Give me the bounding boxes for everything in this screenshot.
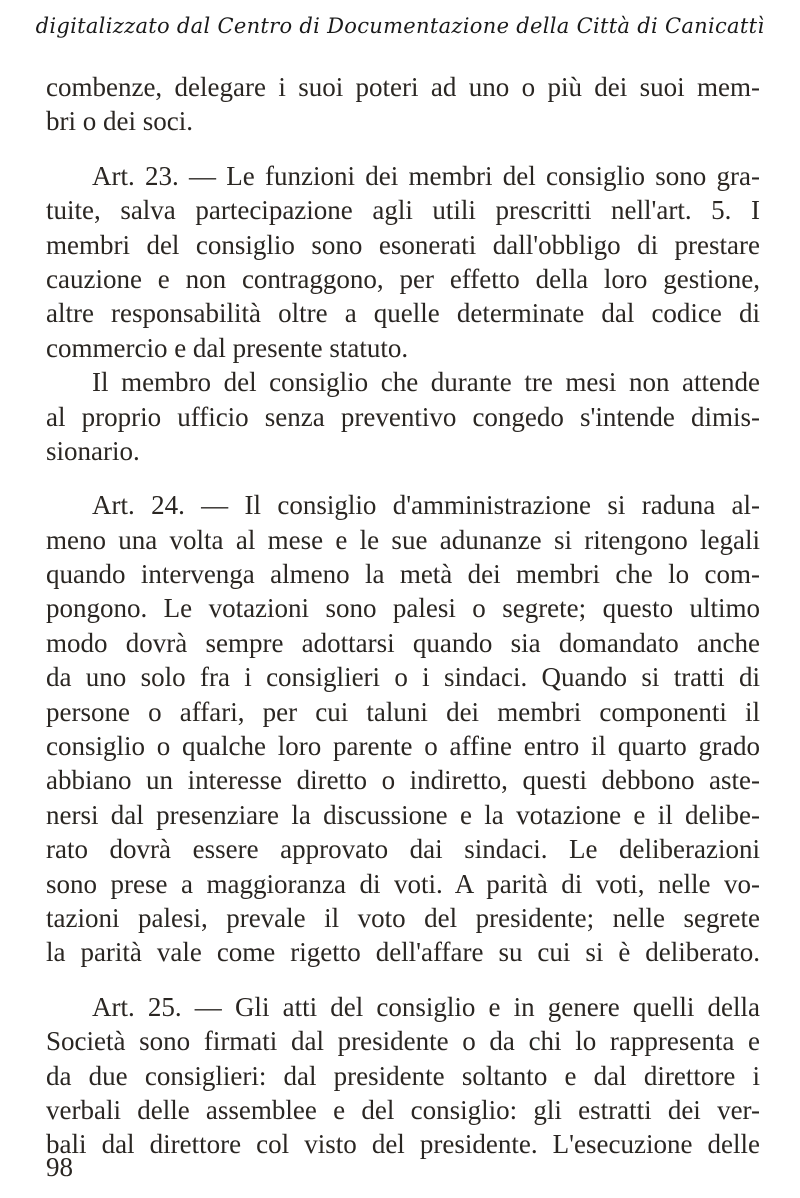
text-line: sono prese a maggioranza di voti. A parità di voti, nelle vo- [46, 868, 760, 899]
text-line: meno una volta al mese e le sue adunanze si ritengono legali [46, 524, 760, 555]
page-number: 98 [46, 1152, 73, 1182]
paragraph-art-23 [46, 159, 760, 365]
text-line: rato dovrà essere approvato dai sindaci. Le deliberazioni [46, 834, 760, 865]
text-line: nersi dal presenziare la discussione e la votazione e il delibe- [46, 799, 760, 830]
text-line: altre responsabilità oltre a quelle determinate dal codice di [46, 298, 760, 329]
text-line: Art. 24. — Il consiglio d'amministrazione si raduna al- [92, 490, 760, 521]
text-line: combenze, delegare i suoi poteri ad uno o più dei suoi mem- [46, 72, 760, 102]
text-line: la parità vale come rigetto dell'affare su cui si è deliberato. [46, 937, 760, 968]
text-line: sionario. [46, 435, 140, 466]
text-line: modo dovrà sempre adottarsi quando sia domandato anche [46, 627, 760, 658]
text-line: Art. 25. — Gli atti del consiglio e in genere quelli della [92, 991, 760, 1022]
text-line: commercio e dal presente statuto. [46, 332, 409, 363]
page-body [46, 70, 760, 1162]
text-line: Art. 23. — Le funzioni dei membri del consiglio sono gra- [92, 160, 760, 191]
paragraph-art-25 [46, 990, 760, 1162]
text-line: al proprio ufficio senza preventivo congedo s'intende dimis- [46, 401, 760, 432]
text-line: verbali delle assemblee e del consiglio: gli estratti dei ver- [46, 1094, 760, 1125]
paragraph-art-24 [46, 488, 760, 969]
text-line: Il membro del consiglio che durante tre mesi non attende [92, 367, 760, 398]
text-line: abbiano un interesse diretto o indiretto, questi debbono aste- [46, 765, 760, 796]
text-line: tuite, salva partecipazione agli utili prescritti nell'art. 5. I [46, 195, 760, 226]
text-line: quando intervenga almeno la metà dei membri che lo com- [46, 559, 760, 590]
paragraph-art-23-second [46, 365, 760, 468]
text-line: tazioni palesi, prevale il voto del presidente; nelle segrete [46, 902, 760, 933]
text-line: bri o dei soci. [46, 106, 193, 137]
paragraph-continuation [46, 70, 760, 139]
text-line: cauzione e non contraggono, per effetto della loro gestione, [46, 263, 760, 294]
text-line: consiglio o qualche loro parente o affine entro il quarto grado [46, 731, 760, 762]
watermark-caption: digitalizzato dal Centro di Documentazione della Città di Canicattì [35, 14, 765, 38]
text-line: persone o affari, per cui taluni dei membri componenti il [46, 696, 760, 727]
text-line: membri del consiglio sono esonerati dall'obbligo di prestare [46, 229, 760, 260]
text-line: da due consiglieri: dal presidente soltanto e dal direttore i [46, 1060, 760, 1091]
text-line: pongono. Le votazioni sono palesi o segrete; questo ultimo [46, 593, 760, 624]
text-line: Società sono firmati dal presidente o da chi lo rappresenta e [46, 1026, 760, 1057]
text-line: bali dal direttore col visto del presidente. L'esecuzione delle [46, 1129, 760, 1160]
text-line: da uno solo fra i consiglieri o i sindaci. Quando si tratti di [46, 662, 760, 693]
